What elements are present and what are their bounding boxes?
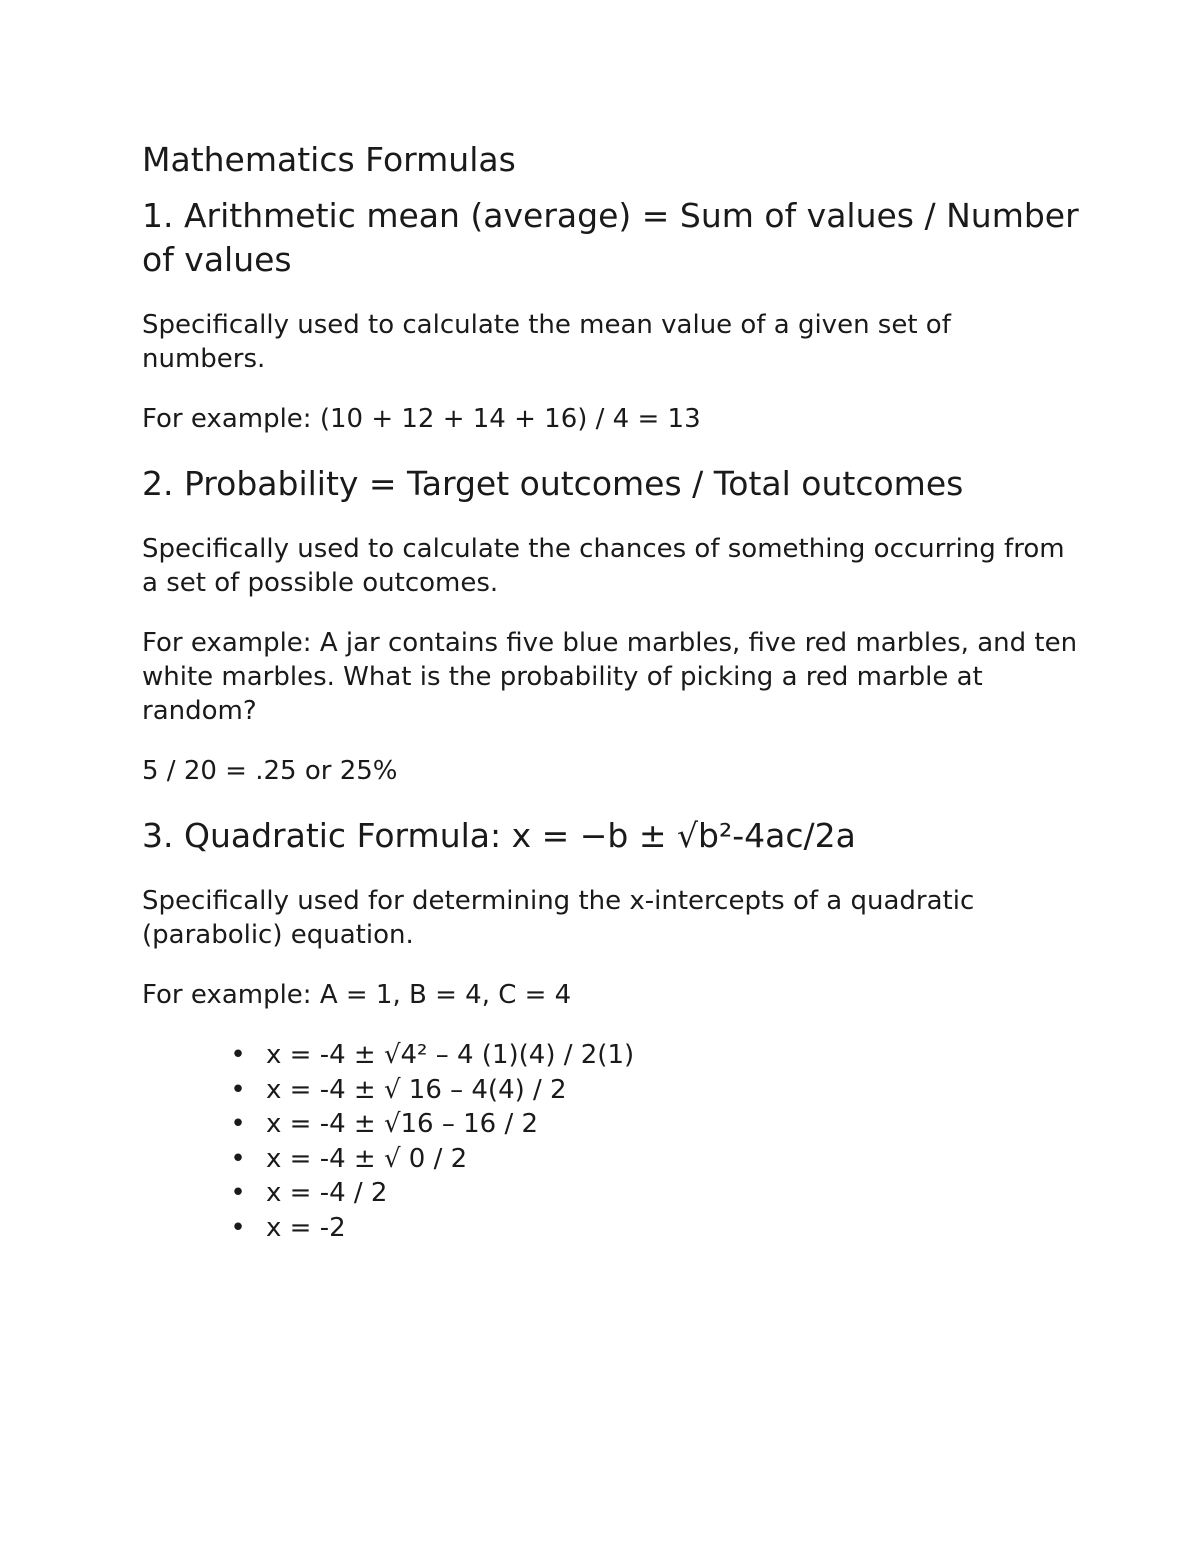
bullet-icon: • bbox=[230, 1178, 246, 1208]
section-1-example: For example: (10 + 12 + 14 + 16) / 4 = 13 bbox=[142, 404, 701, 434]
section-1-description: Specifically used to calculate the mean value of a given set of numbers. bbox=[142, 310, 951, 374]
section-3-heading: 3. Quadratic Formula: x = −b ± √b²-4ac/2a bbox=[142, 816, 856, 855]
list-item bbox=[228, 1038, 1082, 1073]
bullet-icon: • bbox=[230, 1040, 246, 1070]
bullet-icon: • bbox=[230, 1109, 246, 1139]
list-item bbox=[228, 1107, 1082, 1142]
list-item bbox=[228, 1142, 1082, 1177]
document-title: Mathematics Formulas bbox=[142, 140, 516, 179]
solution-steps-list bbox=[142, 1038, 1082, 1245]
document-page bbox=[142, 138, 1082, 1245]
bullet-icon: • bbox=[230, 1143, 246, 1174]
section-2-answer: 5 / 20 = .25 or 25% bbox=[142, 756, 398, 786]
bullet-icon: • bbox=[230, 1074, 246, 1105]
section-3-description: Specifically used for determining the x-intercepts of a quadratic (parabolic) equation. bbox=[142, 886, 975, 950]
step-text: x = -4 ± √ 0 / 2 bbox=[266, 1143, 468, 1174]
section-1-heading: 1. Arithmetic mean (average) = Sum of values / Number of values bbox=[142, 196, 1079, 279]
section-3-example: For example: A = 1, B = 4, C = 4 bbox=[142, 980, 572, 1010]
list-item bbox=[228, 1073, 1082, 1108]
list-item bbox=[228, 1176, 1082, 1211]
section-2-example: For example: A jar contains five blue marbles, five red marbles, and ten white marbles. What is the probability of picking a red marble at random? bbox=[142, 628, 1078, 726]
step-text: x = -4 ± √4² – 4 (1)(4) / 2(1) bbox=[266, 1040, 635, 1070]
section-2-description: Specifically used to calculate the chances of something occurring from a set of possible outcomes. bbox=[142, 534, 1065, 598]
step-text: x = -4 / 2 bbox=[266, 1178, 388, 1208]
bullet-icon: • bbox=[230, 1212, 246, 1243]
step-text: x = -4 ± √ 16 – 4(4) / 2 bbox=[266, 1074, 567, 1105]
section-2-heading: 2. Probability = Target outcomes / Total outcomes bbox=[142, 464, 964, 503]
step-text: x = -4 ± √16 – 16 / 2 bbox=[266, 1109, 539, 1139]
list-item bbox=[228, 1211, 1082, 1246]
step-text: x = -2 bbox=[266, 1212, 346, 1243]
